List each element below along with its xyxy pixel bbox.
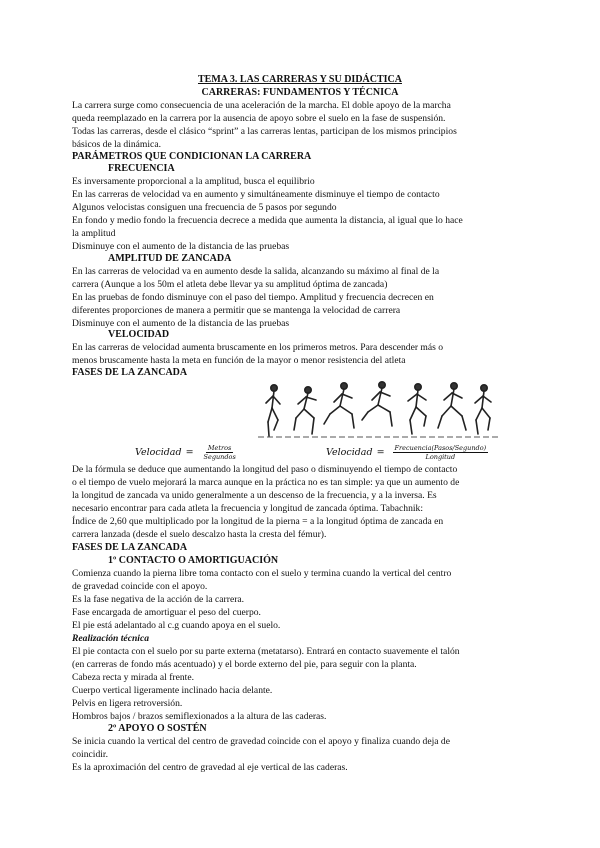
- frecuencia-line: En las carreras de velocidad va en aumento y simultáneamente disminuye el tiempo de contacto: [72, 189, 440, 200]
- realizacion-line: El pie contacta con el suelo por su parte externa (metatarso). Entrará en contacto suavemente el talón: [72, 646, 460, 657]
- fases-heading: FASES DE LA ZANCADA: [72, 367, 188, 378]
- document-title: TEMA 3. LAS CARRERAS Y SU DIDÁCTICA: [197, 74, 402, 85]
- formula-equals: =: [185, 447, 194, 458]
- runner-sequence-figure: [258, 378, 498, 440]
- params-heading: PARÁMETROS QUE CONDICIONAN LA CARRERA: [72, 151, 312, 162]
- contacto-line: Fase encargada de amortiguar el peso del cuerpo.: [72, 607, 261, 618]
- intro-line: Todas las carreras, desde el clásico “sprint” a las carreras lentas, participan de los mismos principios: [72, 126, 457, 137]
- formula-denominator: Longitud: [425, 453, 456, 461]
- contacto-line: Comienza cuando la pierna libre toma contacto con el suelo y termina cuando la vertical del centro: [72, 568, 452, 579]
- formula-fraction: [202, 444, 238, 461]
- velocidad-line: menos bruscamente hasta la meta en función de la mayor o menor resistencia del atleta: [72, 355, 406, 366]
- realizacion-line: Cabeza recta y mirada al frente.: [72, 672, 194, 683]
- velocity-formula-1: [135, 444, 238, 461]
- formula-denominator: Segundos: [203, 453, 236, 461]
- frecuencia-line: En fondo y medio fondo la frecuencia decrece a medida que aumenta la distancia, al igual que lo hace: [72, 215, 463, 226]
- amplitud-line: En las pruebas de fondo disminuye con el paso del tiempo. Amplitud y frecuencia decrecen en: [72, 292, 434, 303]
- amplitud-heading: AMPLITUD DE ZANCADA: [108, 253, 232, 264]
- realizacion-line: Pelvis en ligera retroversión.: [72, 698, 183, 709]
- fases-heading-2: FASES DE LA ZANCADA: [72, 542, 188, 553]
- formula-text-line: De la fórmula se deduce que aumentando la longitud del paso o disminuyendo el tiempo de contacto: [72, 464, 458, 475]
- amplitud-line: En las carreras de velocidad va en aumento desde la salida, alcanzando su máximo al final de la: [72, 266, 440, 277]
- formula-lhs: Velocidad: [326, 447, 373, 458]
- amplitud-line: diferentes proporciones de manera a permitir que se mantenga la velocidad de carrera: [72, 305, 401, 316]
- contacto-heading: 1º CONTACTO O AMORTIGUACIÓN: [108, 555, 279, 566]
- frecuencia-line: la amplitud: [72, 228, 116, 239]
- apoyo-heading: 2º APOYO O SOSTÉN: [108, 723, 207, 734]
- contacto-line: de gravedad coincide con el apoyo.: [72, 581, 208, 592]
- formula-numerator: Metros: [207, 444, 232, 452]
- frecuencia-line: Algunos velocistas consiguen una frecuencia de 5 pasos por segundo: [72, 202, 337, 213]
- formula-text-line: necesario encontrar para cada atleta la frecuencia y longitud de zancada óptima. Tabachnik:: [72, 503, 424, 514]
- intro-line: básicos de la dinámica.: [72, 139, 161, 150]
- formula-equals: =: [376, 447, 385, 458]
- amplitud-line: Disminuye con el aumento de la distancia de las pruebas: [72, 318, 290, 329]
- intro-line: queda reemplazado en la carrera por la ausencia de apoyo sobre el suelo en la fase de suspensión.: [72, 113, 446, 124]
- apoyo-line: Es la aproximación del centro de gravedad al eje vertical de las caderas.: [72, 762, 348, 773]
- frecuencia-line: Disminuye con el aumento de la distancia de las pruebas: [72, 241, 290, 252]
- formula-numerator: Frecuencia(Pasos/Segundo): [394, 444, 487, 452]
- realizacion-line: (en carreras de fondo más acentuado) y el borde externo del pie, para seguir con la planta.: [72, 659, 417, 670]
- velocidad-line: En las carreras de velocidad aumenta bruscamente en los primeros metros. Para descender más o: [72, 342, 444, 353]
- realizacion-line: Cuerpo vertical ligeramente inclinado hacia delante.: [72, 685, 273, 696]
- apoyo-line: coincidir.: [72, 749, 108, 760]
- realizacion-heading: Realización técnica: [72, 633, 150, 644]
- formula-text-line: la longitud de zancada va unido generalmente a un descenso de la frecuencia, y a la inversa. Es: [72, 490, 437, 501]
- frecuencia-heading: FRECUENCIA: [108, 163, 175, 174]
- document-subtitle: CARRERAS: FUNDAMENTOS Y TÉCNICA: [201, 87, 399, 98]
- intro-line: La carrera surge como consecuencia de una aceleración de la marcha. El doble apoyo de la marcha: [72, 100, 451, 111]
- formula-fraction: [393, 444, 489, 461]
- apoyo-line: Se inicia cuando la vertical del centro de gravedad coincide con el apoyo y finaliza cuando deja de: [72, 736, 450, 747]
- amplitud-line: carrera (Aunque a los 50m el atleta debe llevar ya su amplitud óptima de zancada): [72, 279, 388, 290]
- formula-lhs: Velocidad: [135, 447, 182, 458]
- formula-text-line: o el tiempo de vuelo mejorará la marca aunque en la práctica no es tan simple: ya que un aumento de: [72, 477, 460, 488]
- realizacion-line: Hombros bajos / brazos semiflexionados a la altura de las caderas.: [72, 711, 327, 722]
- velocity-formula-2: [326, 444, 488, 461]
- formula-text-line: carrera lanzada (desde el suelo descalzo hasta la cresta del fémur).: [72, 529, 327, 540]
- contacto-line: El pie está adelantado al c.g cuando apoya en el suelo.: [72, 620, 281, 631]
- velocidad-heading: VELOCIDAD: [108, 329, 170, 340]
- formula-text-line: Índice de 2,60 que multiplicado por la longitud de la pierna = a la longitud óptima de zancada en: [72, 516, 444, 527]
- frecuencia-line: Es inversamente proporcional a la amplitud, busca el equilibrio: [72, 176, 315, 187]
- contacto-line: Es la fase negativa de la acción de la carrera.: [72, 594, 245, 605]
